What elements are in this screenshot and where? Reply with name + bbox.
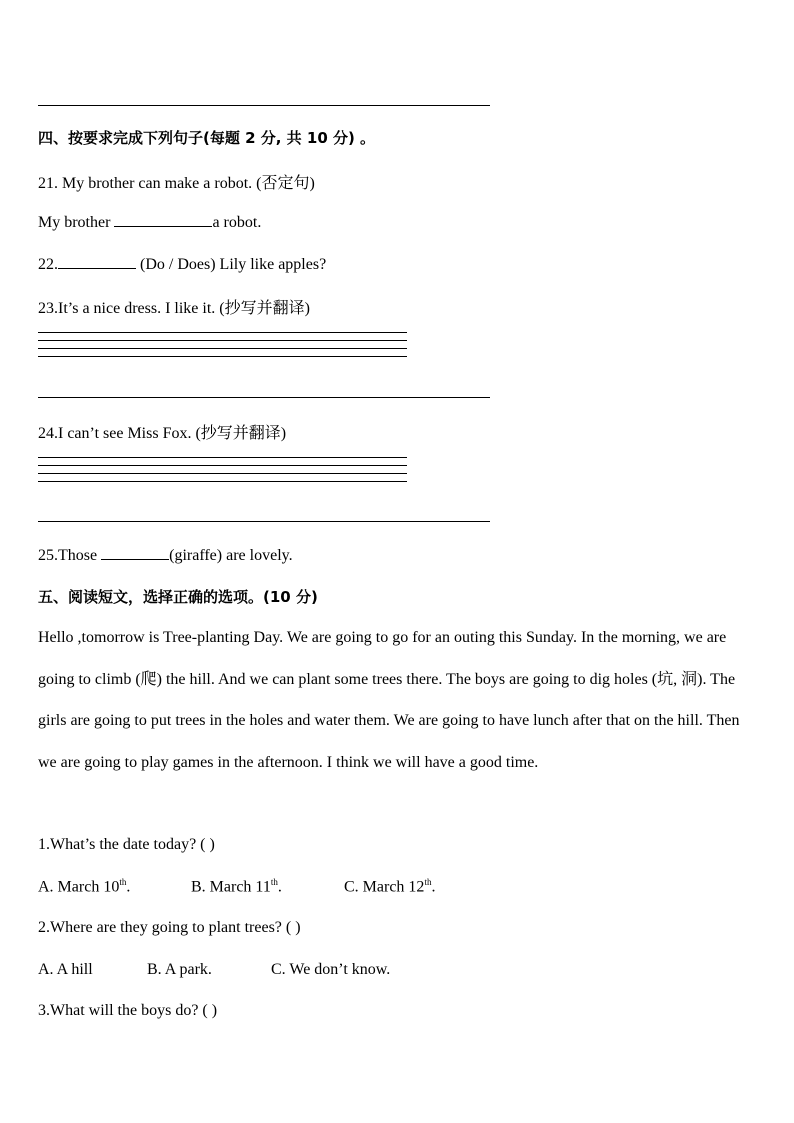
answer-blank[interactable] xyxy=(114,212,212,227)
question-24: 24.I can’t see Miss Fox. (抄写并翻译) xyxy=(38,425,287,442)
handwriting-lines[interactable] xyxy=(38,332,407,356)
ordinal-suffix: th xyxy=(424,877,432,887)
section-4-title: 四、按要求完成下列句子(每题 2 分, 共 10 分) 。 xyxy=(38,129,376,147)
question-23: 23.It’s a nice dress. I like it. (抄写并翻译) xyxy=(38,300,310,317)
handwriting-lines[interactable] xyxy=(38,457,407,481)
answer-line xyxy=(38,105,490,106)
question-22-tail: (Do / Does) Lily like apples? xyxy=(136,256,327,273)
answer-blank[interactable] xyxy=(58,254,136,269)
option-b[interactable]: B. March 11th. xyxy=(191,877,282,896)
answer-blank[interactable] xyxy=(101,545,169,560)
reading-question-2: 2.Where are they going to plant trees? ( ) xyxy=(38,919,301,936)
option-b-text: B. March 11 xyxy=(191,878,271,896)
question-25-tail: (giraffe) are lovely. xyxy=(169,547,293,564)
question-22 xyxy=(38,254,326,274)
question-21-answer-row xyxy=(38,212,261,232)
question-25-lead: 25.Those xyxy=(38,547,102,564)
section-5-title: 五、阅读短文，选择正确的选项。(10 分) xyxy=(38,588,318,606)
option-c[interactable]: C. March 12th. xyxy=(344,877,436,896)
answer-line[interactable] xyxy=(38,521,490,522)
ordinal-suffix: th xyxy=(270,877,278,887)
reading-question-1: 1.What’s the date today? ( ) xyxy=(38,836,215,853)
question-21-tail: a robot. xyxy=(212,214,262,231)
option-c[interactable]: C. We don’t know. xyxy=(271,961,391,978)
question-21: 21. My brother can make a robot. (否定句) xyxy=(38,175,315,192)
option-a-text: A. March 10 xyxy=(38,878,120,896)
option-c-text: C. March 12 xyxy=(344,878,425,896)
option-a[interactable]: A. March 10th. xyxy=(38,877,131,896)
option-a[interactable]: A. A hill xyxy=(38,961,93,978)
reading-question-3: 3.What will the boys do? ( ) xyxy=(38,1002,218,1019)
answer-line[interactable] xyxy=(38,397,490,398)
question-21-lead: My brother xyxy=(38,214,115,231)
ordinal-suffix: th xyxy=(119,877,127,887)
question-22-number: 22. xyxy=(38,256,58,273)
reading-passage: Hello ,tomorrow is Tree-planting Day. We are going to go for an outing this Sunday. In the morning, we are going to climb (爬) the hill. And we can plant some trees there. The boys are going to dig holes (坑, 洞). The girls are going to put trees in the holes and water them. We are going to have lunch after that on the hill. Then we are going to play games in the afternoon. I think we will have a good time. xyxy=(38,629,740,771)
question-25 xyxy=(38,545,293,565)
option-b[interactable]: B. A park. xyxy=(147,961,212,978)
